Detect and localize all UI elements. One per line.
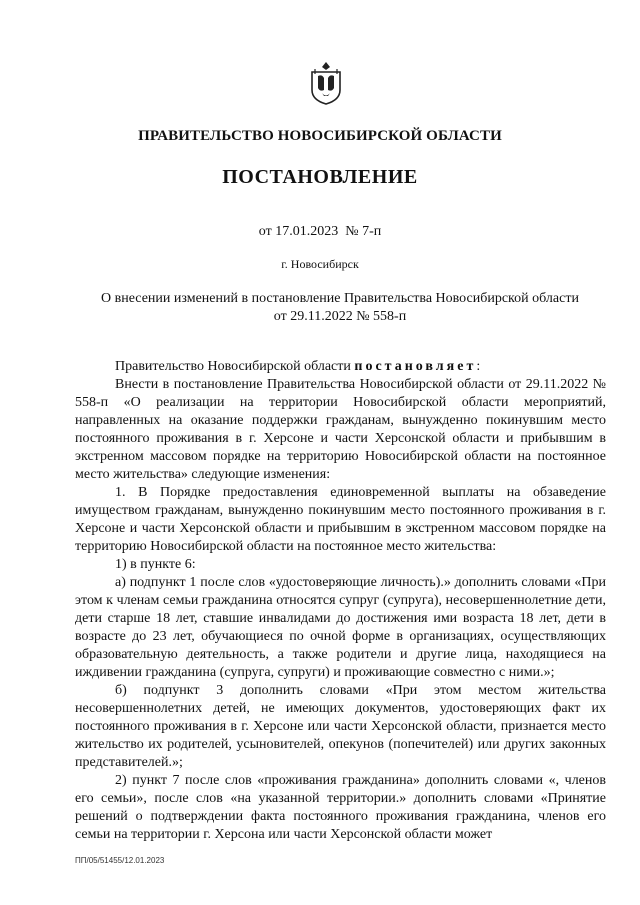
number-prefix: № <box>338 224 363 239</box>
intro-colon: : <box>476 359 481 374</box>
date-number-line <box>0 224 640 240</box>
intro-paragraph <box>75 358 606 376</box>
document-number: 7-п <box>362 224 382 239</box>
intro-text: Правительство Новосибирской области <box>115 359 355 374</box>
document-date: 17.01.2023 <box>275 224 339 239</box>
coat-of-arms-emblem <box>308 60 344 106</box>
date-prefix: от <box>258 224 276 239</box>
body-paragraph: 1) в пункте 6: <box>115 557 196 572</box>
body-paragraph: б) подпункт 3 дополнить словами «При этом местом жительства несовершеннолетних детей, не имеющих документов, удостоверяющих факт их постоянного проживания в г. Херсоне или части Херсонской области, признается место жительство их родителей, усыновителей, опекунов (попечителей) или других законных представителей.»; <box>75 683 606 770</box>
city: г. Новосибирск <box>281 257 359 271</box>
subject-line: от 29.11.2022 № 558-п <box>273 309 407 324</box>
footer-code: ПП/05/51455/12.01.2023 <box>75 856 165 865</box>
body-paragraph: 2) пункт 7 после слов «проживания гражданина» дополнить словами «, членов его семьи», после слов «на указанной территории.» дополнить словами «Принятие решений о подтверждении факта постоянного проживания гражданина, членов его семьи на территории г. Херсона или части Херсонской области может <box>75 773 606 842</box>
document-subject <box>60 290 620 326</box>
subject-line: О внесении изменений в постановление Правительства Новосибирской области <box>101 291 579 306</box>
organization-name: ПРАВИТЕЛЬСТВО НОВОСИБИРСКОЙ ОБЛАСТИ <box>138 128 502 144</box>
decree-word: постановляет <box>354 359 477 374</box>
body-paragraph: а) подпункт 1 после слов «удостоверяющие личность).» дополнить словами «При этом к членам семьи гражданина относятся супруг (супруга), несовершеннолетние дети, дети старше 18 лет, ставшие инвалидами до достижения ими возраста 18 лет, дети в возрасте до 23 лет, обучающиеся по очной форме в организациях, осуществляющих образовательную деятельность, а также родители и другие лица, находящиеся на иждивении гражданина (супруга, супруги) и проживающие совместно с ними.»; <box>75 575 606 680</box>
document-type: ПОСТАНОВЛЕНИЕ <box>222 166 418 188</box>
body-paragraph: Внести в постановление Правительства Новосибирской области от 29.11.2022 № 558-п «О реализации на территории Новосибирской области мероприятий, направленных на оказание поддержки гражданам, вынужденно покинувшим место постоянного проживания в г. Херсоне и части Херсонской области и прибывшим в экстренном массовом порядке на территорию Новосибирской области на постоянное место жительства» следующие изменения: <box>75 377 606 482</box>
body-paragraph: 1. В Порядке предоставления единовременной выплаты на обзаведение имуществом гражданам, вынужденно покинувшим место постоянного проживания в г. Херсоне и части Херсонской области и прибывшим в экстренном массовом порядке на территорию Новосибирской области на постоянное место жительства: <box>75 485 606 554</box>
document-body <box>75 358 606 844</box>
